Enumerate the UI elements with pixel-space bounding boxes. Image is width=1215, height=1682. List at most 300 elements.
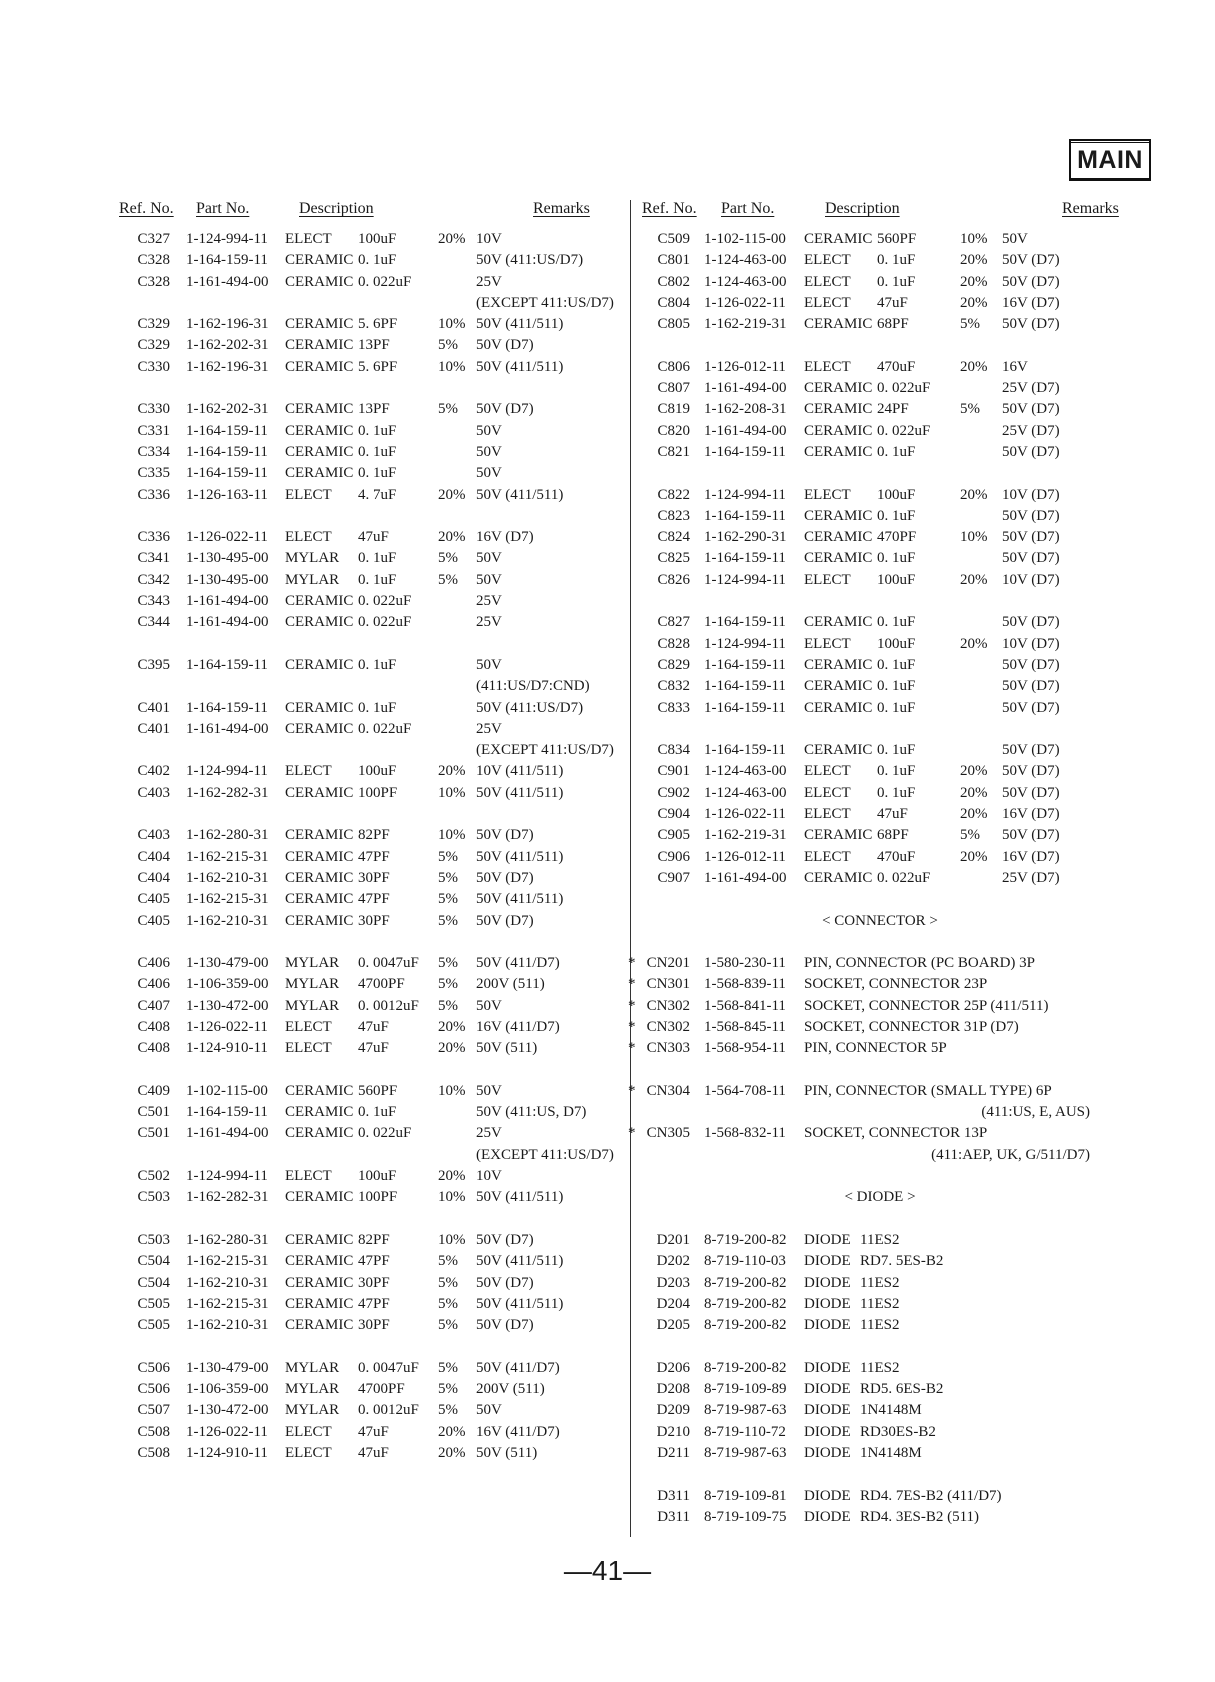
cell-ref-no: C331 — [137, 422, 170, 439]
table-row — [118, 1232, 608, 1253]
cell-description: CERAMIC — [285, 912, 354, 929]
cell-description: CERAMIC — [285, 614, 354, 631]
cell-description: CERAMIC — [285, 401, 354, 418]
cell-part-no: 8-719-987-63 — [704, 1444, 787, 1461]
cell-description: ELECT — [285, 231, 332, 247]
cell-ref-no: D202 — [656, 1253, 690, 1270]
cell-tolerance: 10% — [438, 358, 466, 375]
cell-description: CERAMIC — [285, 593, 354, 610]
cell-part-no: 1-130-472-00 — [186, 997, 269, 1014]
cell-remarks: 200V (511) — [476, 1381, 545, 1398]
cell-tolerance: 20% — [438, 1168, 466, 1185]
cell-description: CERAMIC — [804, 316, 873, 333]
cell-part-no: 1-124-910-11 — [186, 1444, 268, 1461]
cell-value: 470PF — [877, 529, 917, 546]
header-description: Description — [825, 200, 900, 217]
cell-remarks: 50V (411/511) — [476, 316, 564, 333]
cell-description: ELECT — [804, 571, 851, 588]
cell-description: CERAMIC — [285, 784, 354, 801]
cell-ref-no: CN201 — [646, 955, 690, 972]
cell-part-no: 1-162-202-31 — [186, 401, 269, 418]
table-row — [118, 998, 608, 1019]
blank-line — [118, 1338, 608, 1359]
cell-description: ELECT — [804, 252, 851, 269]
cell-value: 47uF — [358, 1040, 389, 1057]
table-row — [118, 1040, 608, 1061]
cell-ref-no: C508 — [137, 1423, 170, 1440]
cell-value: 0. 0012uF — [358, 997, 419, 1014]
header-remarks: Remarks — [1062, 200, 1119, 217]
blank-line — [118, 1062, 608, 1083]
cell-remarks: 25V (D7) — [1002, 869, 1060, 886]
cell-description: CERAMIC — [804, 507, 873, 524]
cell-remarks: 50V (411/511) — [476, 358, 564, 375]
cell-description: CERAMIC — [804, 699, 873, 716]
cell-part-no: 1-162-210-31 — [186, 1274, 269, 1291]
cell-value: 0. 022uF — [358, 273, 412, 290]
cell-remarks: (EXCEPT 411:US/D7) — [476, 294, 614, 311]
cell-value: 47uF — [358, 529, 389, 546]
cell-ref-no: D311 — [657, 1508, 690, 1525]
cell-remarks: 50V (D7) — [1002, 784, 1060, 801]
cell-remarks: 50V — [476, 465, 502, 482]
cell-part-no: 1-102-115-00 — [704, 231, 786, 247]
table-row — [118, 955, 608, 976]
table-row — [640, 444, 1120, 465]
table-row — [640, 401, 1120, 422]
cell-part-no: 1-164-159-11 — [704, 742, 786, 759]
cell-part-no: 1-162-215-31 — [186, 1295, 269, 1312]
cell-value: 0. 1uF — [358, 252, 397, 269]
cell-ref-no: CN302 — [646, 997, 690, 1014]
cell-remarks: 25V — [476, 273, 502, 290]
cell-tolerance: 20% — [438, 1040, 466, 1057]
cell-description: DIODE — [804, 1253, 851, 1270]
table-row — [640, 1275, 1120, 1296]
cell-tolerance: 20% — [438, 763, 466, 780]
cell-part-no: 1-164-159-11 — [704, 699, 786, 716]
cell-part-no: 1-124-994-11 — [704, 635, 786, 652]
table-row — [118, 529, 608, 550]
cell-description: CERAMIC — [804, 656, 873, 673]
table-row — [640, 1360, 1120, 1381]
table-row — [640, 1381, 1120, 1402]
cell-value: 68PF — [877, 316, 909, 333]
table-row — [118, 337, 608, 358]
cell-value: 0. 1uF — [877, 678, 916, 695]
cell-value: 5. 6PF — [358, 316, 398, 333]
cell-remarks: 25V — [476, 614, 502, 631]
cell-part-no: 1-162-202-31 — [186, 337, 269, 354]
cell-type: RD7. 5ES-B2 — [860, 1253, 944, 1270]
table-row — [118, 913, 608, 934]
cell-description: ELECT — [285, 1168, 332, 1185]
cell-part-no: 1-126-012-11 — [704, 358, 786, 375]
cell-part-no: 1-124-994-11 — [186, 231, 268, 247]
cell-tolerance: 5% — [438, 1295, 458, 1312]
cell-value: 82PF — [358, 1231, 390, 1248]
cell-remarks: 25V — [476, 593, 502, 610]
cell-remarks: 50V (D7) — [476, 827, 534, 844]
cell-part-no: 1-164-159-11 — [186, 252, 268, 269]
cell-value: 0. 1uF — [358, 1104, 397, 1121]
cell-ref-no: C405 — [137, 912, 170, 929]
cell-description: CERAMIC — [804, 380, 873, 397]
cell-value: 0. 0012uF — [358, 1402, 419, 1419]
cell-remarks: 50V (511) — [476, 1444, 538, 1461]
cell-part-no: 1-164-159-11 — [704, 507, 786, 524]
cell-description: CERAMIC — [285, 656, 354, 673]
cell-value: 0. 1uF — [877, 507, 916, 524]
cell-description: MYLAR — [285, 1381, 340, 1398]
cell-remarks: 50V (D7) — [476, 1317, 534, 1334]
cell-tolerance: 10% — [960, 529, 988, 546]
cell-value: 0. 1uF — [358, 422, 397, 439]
cell-value: 100PF — [358, 1189, 398, 1206]
cell-description: CERAMIC — [285, 358, 354, 375]
cell-ref-no: C328 — [137, 273, 170, 290]
cell-ref-no: C327 — [137, 231, 170, 247]
table-row — [640, 785, 1120, 806]
cell-part-no: 1-164-159-11 — [704, 614, 786, 631]
cell-remarks: 50V (511) — [476, 1040, 538, 1057]
cell-value: 13PF — [358, 337, 390, 354]
cell-part-no: 1-124-994-11 — [704, 486, 786, 503]
cell-ref-no: C904 — [657, 806, 690, 823]
cell-remarks: 25V — [476, 720, 502, 737]
cell-type: RD5. 6ES-B2 — [860, 1381, 944, 1398]
cell-type: 1N4148M — [860, 1444, 922, 1461]
cell-description: CERAMIC — [804, 401, 873, 418]
cell-remarks: 50V (D7) — [1002, 507, 1060, 524]
cell-ref-no: C509 — [657, 231, 690, 247]
cell-part-no: 1-130-495-00 — [186, 571, 269, 588]
cell-description: DIODE — [804, 1231, 851, 1248]
blank-line — [640, 337, 1120, 358]
cell-description: DIODE — [804, 1381, 851, 1398]
cell-ref-no: C827 — [657, 614, 690, 631]
cell-part-no: 1-124-463-00 — [704, 252, 787, 269]
cell-description: ELECT — [285, 1018, 332, 1035]
cell-part-no: 1-126-022-11 — [704, 294, 786, 311]
cell-remarks: 25V (D7) — [1002, 422, 1060, 439]
cell-description: ELECT — [285, 763, 332, 780]
cell-ref-no: C824 — [657, 529, 690, 546]
cell-description: ELECT — [285, 1444, 332, 1461]
cell-description: ELECT — [804, 806, 851, 823]
cell-ref-no: C907 — [657, 869, 690, 886]
cell-ref-no: C823 — [657, 507, 690, 524]
cell-ref-no: CN304 — [646, 1082, 690, 1099]
cell-part-no: 8-719-109-81 — [704, 1487, 787, 1504]
cell-remarks: 50V (D7) — [1002, 316, 1060, 333]
cell-description: DIODE — [804, 1402, 851, 1419]
cell-ref-no: C820 — [657, 422, 690, 439]
cell-part-no: 1-162-208-31 — [704, 401, 787, 418]
cell-remarks: 50V (411/D7) — [476, 1359, 560, 1376]
cell-ref-no: C501 — [137, 1104, 170, 1121]
cell-ref-no: C402 — [137, 763, 170, 780]
table-row — [118, 785, 608, 806]
cell-remarks: 50V — [476, 997, 502, 1014]
table-row — [118, 550, 608, 571]
table-row — [640, 806, 1120, 827]
cell-ref-no: C334 — [137, 443, 170, 460]
cell-part-no: 1-124-994-11 — [186, 1168, 268, 1185]
cell-description: SOCKET, CONNECTOR 23P — [804, 976, 988, 993]
cell-part-no: 1-130-479-00 — [186, 955, 269, 972]
cell-description: CERAMIC — [285, 252, 354, 269]
cell-remarks: (411:US/D7:CND) — [476, 678, 590, 695]
cell-ref-no: C329 — [137, 316, 170, 333]
cell-tolerance: 20% — [438, 1444, 466, 1461]
header-remarks: Remarks — [533, 200, 590, 217]
cell-ref-no: C807 — [657, 380, 690, 397]
section-heading — [640, 1189, 1120, 1210]
cell-value: 560PF — [358, 1082, 398, 1099]
cell-tolerance: 5% — [438, 1253, 458, 1270]
cell-ref-no: C501 — [137, 1125, 170, 1142]
replaceable-mark: * — [628, 997, 636, 1014]
cell-part-no: 1-164-159-11 — [704, 550, 786, 567]
cell-ref-no: C344 — [137, 614, 170, 631]
cell-value: 30PF — [358, 1317, 390, 1334]
cell-ref-no: D205 — [656, 1317, 690, 1334]
cell-value: 0. 0047uF — [358, 955, 419, 972]
cell-description: ELECT — [285, 1423, 332, 1440]
blank-line — [118, 380, 608, 401]
cell-ref-no: C801 — [657, 252, 690, 269]
cell-part-no: 1-162-290-31 — [704, 529, 787, 546]
cell-tolerance: 5% — [438, 1402, 458, 1419]
cell-ref-no: C901 — [657, 763, 690, 780]
cell-tolerance: 10% — [438, 316, 466, 333]
cell-part-no: 1-162-219-31 — [704, 316, 787, 333]
cell-description: CERAMIC — [285, 1317, 354, 1334]
table-row — [640, 1424, 1120, 1445]
cell-type: 11ES2 — [860, 1295, 900, 1312]
cell-tolerance: 5% — [438, 1274, 458, 1291]
cell-ref-no: C829 — [657, 656, 690, 673]
cell-description: DIODE — [804, 1508, 851, 1525]
cell-remarks: 10V (D7) — [1002, 635, 1060, 652]
cell-tolerance: 20% — [960, 848, 988, 865]
cell-description: CERAMIC — [804, 678, 873, 695]
cell-ref-no: C508 — [137, 1444, 170, 1461]
cell-remarks: 50V (411/511) — [476, 784, 564, 801]
cell-part-no: 1-161-494-00 — [186, 273, 269, 290]
cell-value: 100uF — [358, 1168, 397, 1185]
table-row — [118, 294, 614, 316]
cell-description: ELECT — [285, 486, 332, 503]
cell-remarks: 50V (D7) — [476, 401, 534, 418]
table-row — [640, 1253, 1120, 1274]
cell-value: 47uF — [358, 1018, 389, 1035]
cell-description: SOCKET, CONNECTOR 13P — [804, 1125, 988, 1142]
cell-part-no: 1-162-280-31 — [186, 827, 269, 844]
cell-remarks: 50V (D7) — [476, 337, 534, 354]
cell-remarks: 50V (D7) — [1002, 656, 1060, 673]
cell-ref-no: C409 — [137, 1082, 170, 1099]
cell-value: 5. 6PF — [358, 358, 398, 375]
cell-description: DIODE — [804, 1274, 851, 1291]
cell-remarks: 200V (511) — [476, 976, 545, 993]
cell-remarks: 50V (411/511) — [476, 486, 564, 503]
cell-part-no: 1-568-832-11 — [704, 1125, 786, 1142]
table-row — [118, 700, 608, 721]
cell-value: 47uF — [358, 1423, 389, 1440]
cell-part-no: 8-719-109-89 — [704, 1381, 787, 1398]
cell-part-no: 1-162-210-31 — [186, 869, 269, 886]
cell-tolerance: 5% — [438, 891, 458, 908]
cell-description: CERAMIC — [285, 720, 354, 737]
cell-description: DIODE — [804, 1295, 851, 1312]
cell-ref-no: C404 — [137, 869, 170, 886]
cell-ref-no: C819 — [657, 401, 690, 418]
cell-remarks: (411:AEP, UK, G/511/D7) — [931, 1146, 1090, 1163]
cell-ref-no: CN303 — [646, 1040, 690, 1057]
cell-description: ELECT — [804, 294, 851, 311]
cell-part-no: 1-161-494-00 — [704, 869, 787, 886]
cell-part-no: 1-124-463-00 — [704, 763, 787, 780]
replaceable-mark: * — [628, 1018, 636, 1035]
cell-value: 0. 022uF — [358, 593, 412, 610]
header-part-no: Part No. — [196, 200, 250, 217]
cell-tolerance: 5% — [438, 1359, 458, 1376]
table-row — [118, 593, 608, 614]
cell-remarks: 50V (D7) — [1002, 827, 1060, 844]
cell-part-no: 1-126-022-11 — [186, 1018, 268, 1035]
cell-value: 13PF — [358, 401, 390, 418]
cell-value: 0. 1uF — [358, 571, 397, 588]
cell-type: 11ES2 — [860, 1274, 900, 1291]
cell-part-no: 1-124-910-11 — [186, 1040, 268, 1057]
cell-ref-no: C506 — [137, 1381, 170, 1398]
table-row — [118, 316, 608, 337]
cell-tolerance: 20% — [438, 1018, 466, 1035]
cell-tolerance: 5% — [438, 869, 458, 886]
cell-ref-no: C408 — [137, 1040, 170, 1057]
table-row — [628, 1040, 1120, 1061]
cell-ref-no: C802 — [657, 273, 690, 290]
cell-part-no: 8-719-200-82 — [704, 1359, 787, 1376]
cell-value: 0. 1uF — [358, 656, 397, 673]
cell-ref-no: C330 — [137, 358, 170, 375]
cell-ref-no: C401 — [137, 720, 170, 737]
cell-part-no: 8-719-110-03 — [704, 1253, 786, 1270]
cell-tolerance: 5% — [438, 912, 458, 929]
header-description: Description — [299, 200, 374, 217]
table-row — [640, 657, 1120, 678]
table-row — [118, 444, 608, 465]
cell-ref-no: C343 — [137, 593, 170, 610]
cell-value: 0. 1uF — [358, 443, 397, 460]
table-row — [118, 763, 608, 784]
cell-ref-no: D211 — [657, 1444, 690, 1461]
cell-description: ELECT — [804, 273, 851, 290]
right-parts-list — [628, 231, 1120, 1530]
cell-description: CERAMIC — [285, 869, 354, 886]
cell-value: 0. 1uF — [358, 550, 397, 567]
blank-line — [640, 934, 1120, 955]
cell-remarks: 50V (D7) — [476, 1231, 534, 1248]
cell-ref-no: D206 — [656, 1359, 690, 1376]
table-row — [628, 1018, 1120, 1040]
table-row — [118, 1296, 608, 1317]
table-row — [640, 1296, 1120, 1317]
table-row — [640, 1104, 1120, 1125]
cell-tolerance: 5% — [438, 550, 458, 567]
cell-description: ELECT — [804, 358, 851, 375]
section-title: < DIODE > — [844, 1189, 916, 1206]
cell-tolerance: 10% — [438, 1082, 466, 1099]
table-row — [640, 614, 1120, 635]
cell-tolerance: 5% — [438, 1317, 458, 1334]
cell-ref-no: C506 — [137, 1359, 170, 1376]
blank-line — [118, 806, 608, 827]
cell-ref-no: C395 — [137, 656, 170, 673]
cell-tolerance: 10% — [960, 231, 988, 247]
table-row — [640, 763, 1120, 784]
cell-description: MYLAR — [285, 1402, 340, 1419]
header-ref-no: Ref. No. — [119, 200, 174, 217]
table-row — [118, 274, 608, 295]
cell-description: CERAMIC — [285, 443, 354, 460]
cell-remarks: 10V — [476, 231, 502, 247]
cell-ref-no: C834 — [657, 742, 690, 759]
cell-type: RD4. 7ES-B2 (411/D7) — [860, 1487, 1002, 1504]
cell-remarks: 16V (411/D7) — [476, 1018, 560, 1035]
table-row — [118, 401, 608, 422]
table-row — [118, 1104, 608, 1125]
cell-ref-no: C403 — [137, 784, 170, 801]
cell-ref-no: C330 — [137, 401, 170, 418]
section-heading — [640, 913, 1120, 934]
cell-ref-no: C502 — [137, 1168, 170, 1185]
cell-part-no: 1-162-215-31 — [186, 891, 269, 908]
table-row — [640, 423, 1120, 444]
section-badge-label: MAIN — [1070, 142, 1150, 179]
header-part-no: Part No. — [721, 200, 775, 217]
cell-tolerance: 5% — [438, 337, 458, 354]
cell-part-no: 1-130-495-00 — [186, 550, 269, 567]
cell-part-no: 1-164-159-11 — [186, 699, 268, 716]
cell-description: PIN, CONNECTOR 5P — [804, 1040, 947, 1057]
cell-ref-no: C405 — [137, 891, 170, 908]
left-parts-list — [118, 231, 614, 1466]
cell-ref-no: C404 — [137, 848, 170, 865]
cell-part-no: 1-161-494-00 — [186, 593, 269, 610]
cell-remarks: 50V (D7) — [476, 869, 534, 886]
cell-description: MYLAR — [285, 1359, 340, 1376]
cell-remarks: 50V — [476, 550, 502, 567]
cell-description: SOCKET, CONNECTOR 25P (411/511) — [804, 997, 1049, 1014]
cell-value: 4. 7uF — [358, 486, 397, 503]
cell-part-no: 1-124-463-00 — [704, 273, 787, 290]
table-row — [640, 295, 1120, 316]
cell-tolerance: 20% — [438, 486, 466, 503]
cell-part-no: 1-164-159-11 — [704, 656, 786, 673]
cell-tolerance: 20% — [960, 486, 988, 503]
header-ref-no: Ref. No. — [642, 200, 697, 217]
cell-part-no: 8-719-200-82 — [704, 1274, 787, 1291]
cell-description: CERAMIC — [285, 1104, 354, 1121]
cell-tolerance: 5% — [960, 827, 980, 844]
blank-line — [640, 1168, 1120, 1189]
cell-part-no: 1-162-215-31 — [186, 1253, 269, 1270]
cell-part-no: 1-126-022-11 — [704, 806, 786, 823]
cell-value: 0. 1uF — [877, 550, 916, 567]
